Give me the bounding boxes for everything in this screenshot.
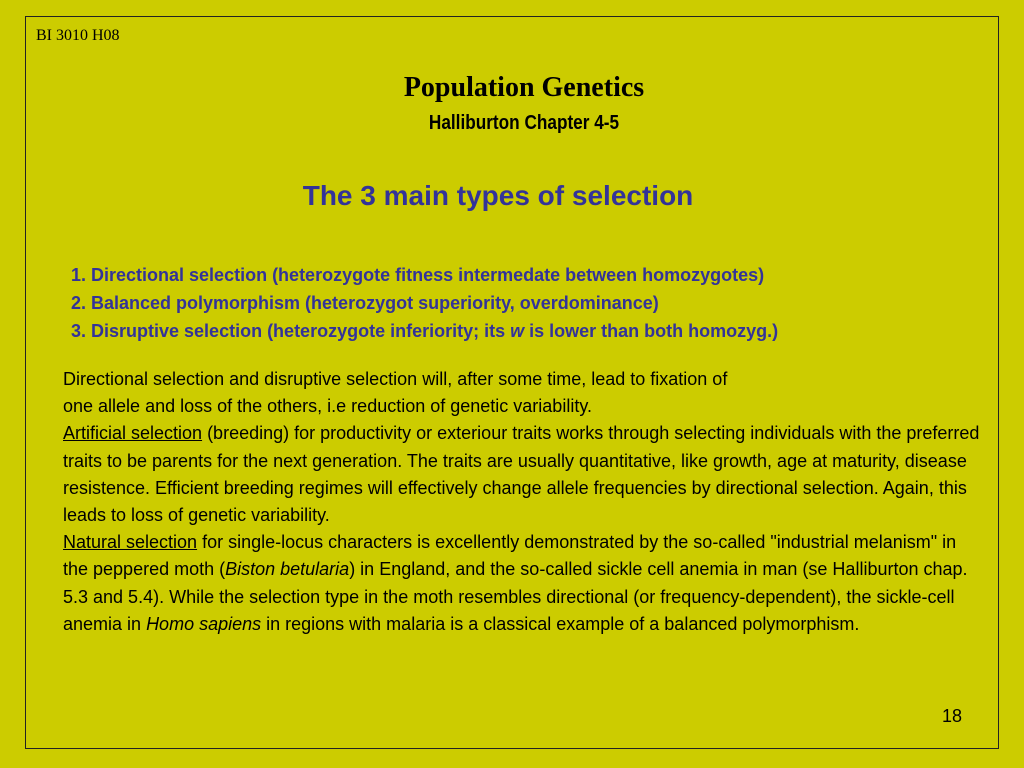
section-heading: The 3 main types of selection	[302, 180, 694, 211]
paragraph-natural	[63, 529, 983, 638]
slide-subtitle: Halliburton Chapter 4-5	[428, 112, 620, 134]
body-text	[63, 366, 983, 638]
selection-types-list	[71, 261, 778, 345]
paragraph-text: ) in England, and the so-called sickle cell anemia in man (se Halliburton chap. 5.3 and 5.4). While the selection type in the moth resembles directional (or frequency-dependent), the sickle-cell anemia in	[63, 559, 968, 634]
paragraph-text: in regions with malaria is a classical example of a balanced polymorphism.	[261, 613, 860, 634]
paragraph-text: for single-locus characters is excellently demonstrated by the so-called "industrial melanism" in the peppered moth (	[63, 532, 957, 580]
list-item-text: 1. Directional selection (heterozygote fitness intermedate between homozygotes)	[71, 265, 765, 285]
list-item-text: 2. Balanced polymorphism (heterozygot superiority, overdominance)	[71, 293, 659, 313]
paragraph-text: Directional selection and disruptive selection will, after some time, lead to fixation of	[63, 369, 728, 389]
paragraph-artificial	[63, 420, 983, 529]
slide-title: Population Genetics	[403, 72, 645, 103]
artificial-selection-term: Artificial selection	[63, 423, 203, 444]
paragraph-text: (breeding) for productivity or exteriour traits works through selecting individuals with the preferred traits to be parents for the next generation. The traits are usually quantitative, like growth, age at maturity, disease resistence. Efficient breeding regimes will effectively change allele frequencies by directional selection. Again, this leads to loss of genetic variability.	[63, 423, 980, 526]
list-item-text: is lower than both homozyg.)	[524, 321, 779, 341]
list-item-text: 3. Disruptive selection (heterozygote inferiority; its	[71, 321, 511, 341]
list-item	[71, 317, 778, 345]
natural-selection-term: Natural selection	[63, 532, 198, 553]
fitness-symbol: w	[510, 321, 525, 341]
species-name: Homo sapiens	[146, 613, 262, 634]
paragraph-text: one allele and loss of the others, i.e reduction of genetic variability.	[63, 396, 592, 417]
list-item	[71, 289, 778, 317]
course-code: BI 3010 H08	[36, 27, 120, 44]
page-number: 18	[941, 706, 962, 726]
species-name: Biston betularia	[225, 559, 350, 580]
paragraph-directional	[63, 366, 983, 420]
list-item	[71, 261, 778, 289]
